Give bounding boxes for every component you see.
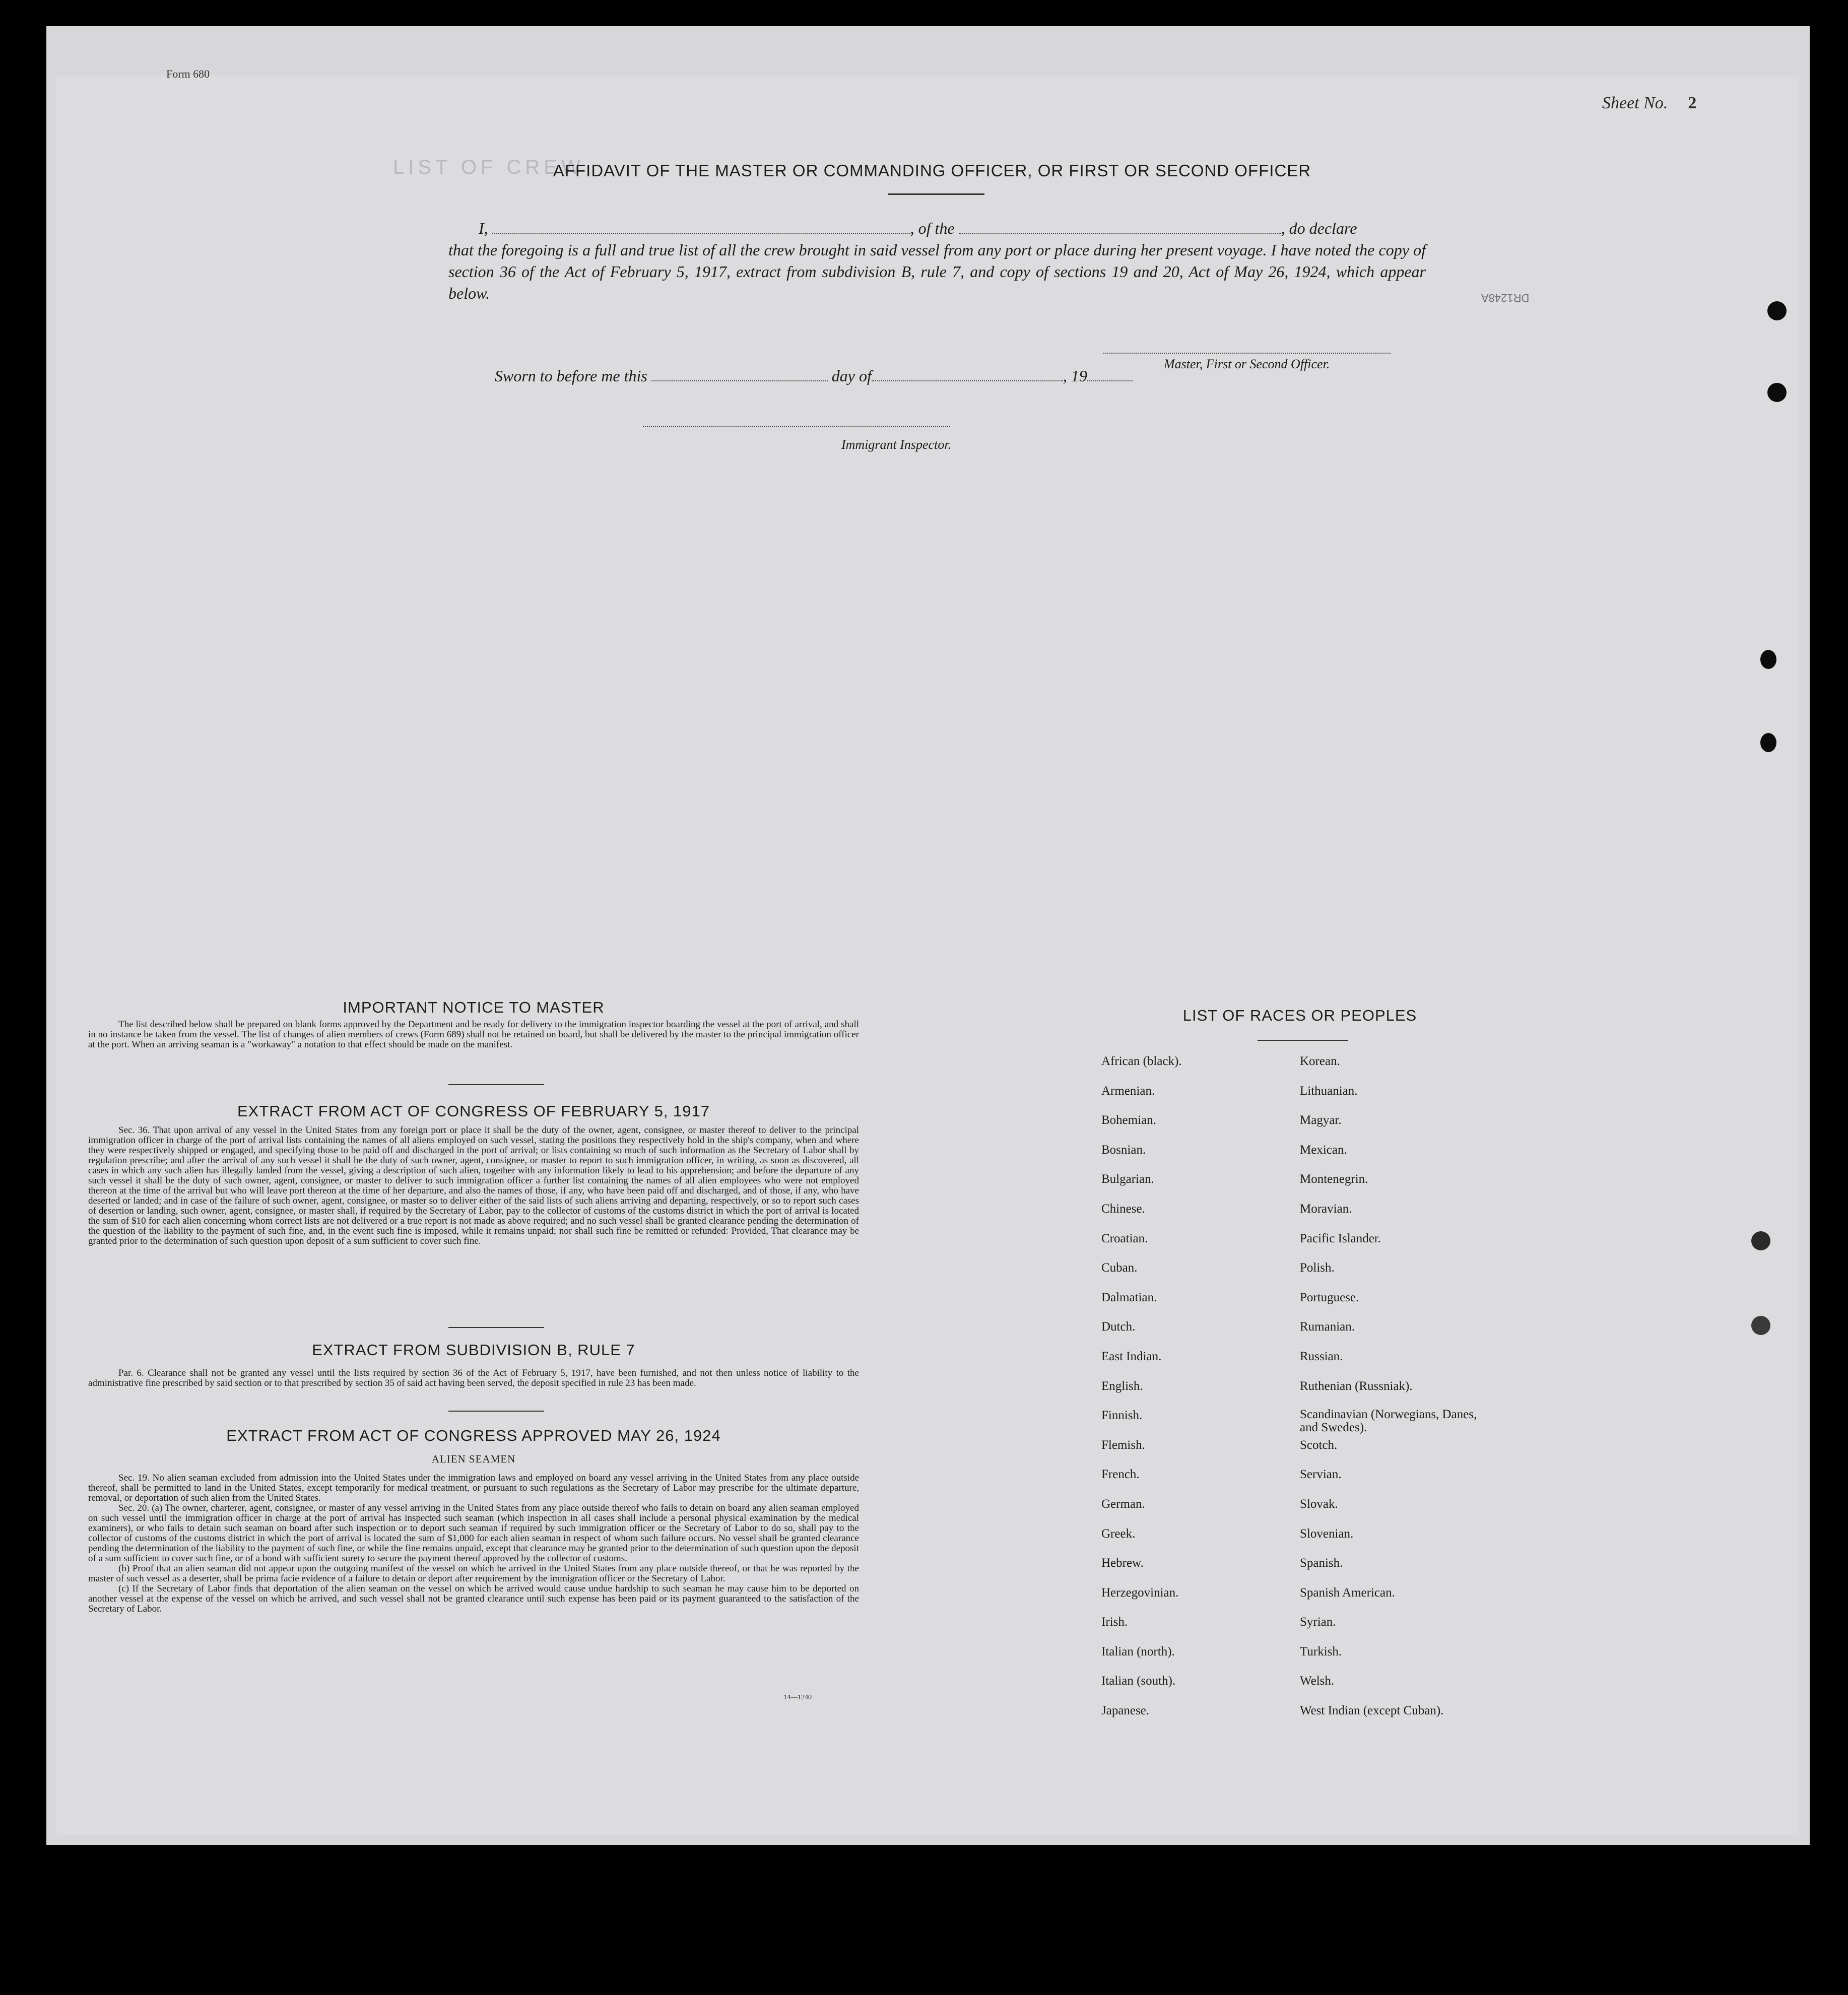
section-rule (448, 1411, 544, 1412)
race-item: Servian. (1300, 1468, 1342, 1482)
sheet-label: Sheet No. (1602, 94, 1668, 112)
race-item: Bohemian. (1101, 1113, 1157, 1127)
race-item: Scotch. (1300, 1438, 1338, 1452)
form-number: Form 680 (166, 68, 210, 80)
notice-text (88, 1020, 859, 1050)
race-item: Flemish. (1101, 1438, 1145, 1452)
races-title: LIST OF RACES OR PEOPLES (1182, 1007, 1417, 1024)
print-code: 14—1240 (783, 1694, 812, 1701)
extract-1924-text (88, 1473, 859, 1614)
affidavit-declare: , do declare (1281, 219, 1357, 237)
race-item: English. (1101, 1379, 1143, 1393)
race-item: Cuban. (1101, 1261, 1138, 1275)
binder-hole (1751, 1316, 1770, 1335)
sworn-year-field[interactable] (1087, 368, 1133, 381)
race-item: German. (1101, 1497, 1145, 1511)
affidavit-body (448, 218, 1426, 304)
master-signature-label: Master, First or Second Officer. (1164, 357, 1330, 371)
extract-1924-paragraph: Sec. 20. (a) The owner, charterer, agent, consignee, or master of any vessel arriving in the United States from any place outside thereof who fails to detain on board any alien seaman employed on such vessel until the immigration officer in charge at the port of arrival has inspected such seaman (which inspection in all cases shall include a personal physical examination by the medical examiners), or who fails to detain such seaman on board after such inspection or to deport such seaman if required by such immigration officer or the Secretary of Labor to do so, shall pay to the collector of customs of the customs district in which the port of arrival is located the sum of $1,000 for each alien seaman in respect of whom such failure occurs. No vessel shall be granted clearance pending the determination of the liability to the payment of such fine, or while the fine remains unpaid, except that clearance may be granted prior to the determination of such question upon the deposit of a sum sufficient to cover such fine, or of a bond with sufficient surety to secure the payment thereof approved by the collector of customs. (88, 1503, 859, 1564)
bleed-through-heading: LIST OF CREW (393, 156, 584, 178)
race-item: Rumanian. (1300, 1320, 1355, 1334)
race-item: Armenian. (1101, 1084, 1155, 1098)
notice-title: IMPORTANT NOTICE TO MASTER (343, 999, 605, 1016)
master-signature-line[interactable] (1103, 353, 1391, 354)
extract-rule7-title: EXTRACT FROM SUBDIVISION B, RULE 7 (312, 1341, 635, 1359)
sheet-number-label (1602, 94, 1696, 113)
race-item: Japanese. (1101, 1704, 1150, 1718)
extract-1924-subtitle: ALIEN SEAMEN (431, 1453, 516, 1465)
race-item: Spanish American. (1300, 1585, 1395, 1600)
race-item: Croatian. (1101, 1231, 1148, 1245)
race-item: Italian (south). (1101, 1674, 1176, 1688)
binder-hole (1760, 650, 1776, 669)
race-item: Lithuanian. (1300, 1084, 1358, 1098)
race-item: Pacific Islander. (1300, 1231, 1381, 1245)
race-item: West Indian (except Cuban). (1300, 1704, 1444, 1718)
race-item: Dutch. (1101, 1320, 1136, 1334)
officer-name-field[interactable] (492, 221, 910, 234)
extract-rule7-text (88, 1368, 859, 1388)
race-item: Herzegovinian. (1101, 1585, 1179, 1600)
sworn-day-of: day of (831, 367, 872, 385)
section-rule (448, 1084, 544, 1085)
races-left-column (1101, 1047, 1293, 1726)
race-item: Irish. (1101, 1615, 1128, 1629)
race-item: Finnish. (1101, 1409, 1143, 1423)
affidavit-text: that the foregoing is a full and true list of all the crew brought in said vessel from any port or place during her present voyage. I have noted the copy of section 36 of the Act of February 5, 1917, extract from subdivision B, rule 7, and copy of sections 19 and 20, Act of May 26, 1924, which appear below. (448, 241, 1426, 302)
extract-rule7-paragraph: Par. 6. Clearance shall not be granted any vessel until the lists required by section 36 of the Act of February 5, 1917, have been furnished, and not then unless notice of liability to the administrative fine prescribed by said section or to that prescribed by section 35 of said act having been served, the deposit specified in rule 23 has been made. (88, 1368, 859, 1388)
race-item: East Indian. (1101, 1349, 1162, 1363)
race-item: Scandinavian (Norwegians, Danes, and Swedes). (1300, 1408, 1477, 1435)
race-item: Ruthenian (Russniak). (1300, 1379, 1413, 1393)
affidavit-title: AFFIDAVIT OF THE MASTER OR COMMANDING OFFICER, OR FIRST OR SECOND OFFICER (553, 161, 1311, 180)
race-item: Spanish. (1300, 1556, 1343, 1570)
races-rule (1258, 1040, 1348, 1041)
race-item: Bosnian. (1101, 1143, 1146, 1157)
notice-paragraph: The list described below shall be prepared on blank forms approved by the Department and be ready for delivery to the immigration inspector boarding the vessel at the port of arrival, and shall in no instance be taken from the vessel. The list of changes of alien members of crews (Form 689) shall not be retained on board, but shall be delivered by the master to the principal immigration officer at the port. When an arriving seaman is a "workaway" a notation to that effect should be made on the manifest. (88, 1019, 859, 1050)
binder-hole (1767, 301, 1787, 320)
races-right-column (1300, 1047, 1481, 1726)
race-item: African (black). (1101, 1054, 1182, 1068)
affidavit-pronoun: I, (479, 219, 488, 237)
sworn-prefix: Sworn to before me this (495, 367, 647, 385)
race-item: Slovak. (1300, 1497, 1338, 1511)
race-item: Welsh. (1300, 1674, 1335, 1688)
binder-hole (1760, 733, 1776, 752)
race-item: Korean. (1300, 1054, 1340, 1068)
race-item: Hebrew. (1101, 1556, 1144, 1570)
race-item: Bulgarian. (1101, 1172, 1154, 1186)
sheet-number: 2 (1688, 94, 1697, 112)
extract-1917-paragraph: Sec. 36. That upon arrival of any vessel in the United States from any foreign port or place it shall be the duty of the owner, agent, consignee, or master thereof to deliver to the principal immigration officer in charge of the port of arrival lists containing the names of all aliens employed on such vessel, stating the positions they respectively hold in the ship's company, when and where they were respectively shipped or engaged, and specifying those to be paid off and discharged in the port of arrival; or lists containing so much of such information as the Secretary of Labor shall by regulation prescribe; and after the arrival of any such vessel it shall be the duty of such owner, agent, consignee, or master to report to such immigration officer, in writing, as soon as discovered, all cases in which any such alien has illegally landed from the vessel, giving a description of such alien, together with any information likely to lead to his apprehension; and before the departure of any such vessel it shall be the duty of such owner, agent, consignee, or master to deliver to such immigration officer a further list containing the names of all alien employees who were not employed thereon at the time of the arrival but who will leave port thereon at the time of her departure, and also the names of those, if any, who have been paid off and discharged, and of those, if any, who have deserted or landed; and in case of the failure of such owner, agent, consignee, or master so to deliver either of the said lists of such aliens arriving and departing, respectively, or so to report such cases of desertion or landing, such owner, agent, consignee, or master shall, if required by the Secretary of Labor, pay to the collector of customs of the customs district in which the port of arrival is located the sum of $10 for each alien concerning whom correct lists are not delivered or a true report is not made as above required; and no such vessel shall be granted clearance pending the determination of the question of the liability to the payment of such fine, and, in the event such fine is imposed, while it remains unpaid; nor shall such fine be remitted or refunded: Provided, That clearance may be granted prior to the determination of such question upon deposit of a sum sufficient to cover such fine. (88, 1125, 859, 1246)
extract-1924-title: EXTRACT FROM ACT OF CONGRESS APPROVED MAY 26, 1924 (226, 1427, 721, 1444)
extract-1924-paragraph: Sec. 19. No alien seaman excluded from admission into the United States under the immigration laws and employed on board any vessel arriving in the United States from any place outside thereof, shall be permitted to land in the United States, except temporarily for medical treatment, or pursuant to such regulations as the Secretary of Labor may prescribe for the ultimate departure, removal, or deportation of such alien from the United States. (88, 1473, 859, 1503)
race-item: Dalmatian. (1101, 1290, 1157, 1304)
race-item: Moravian. (1300, 1202, 1352, 1216)
extract-1924-paragraph: (c) If the Secretary of Labor finds that deportation of the alien seaman on the vessel on which he arrived would cause undue hardship to such seaman he may cause him to be deported on another vessel at the expense of the vessel on which he arrived, and such vessel shall not be granted clearance until such expense has been paid or its payment guaranteed to the satisfaction of the Secretary of Labor. (88, 1583, 859, 1614)
inspector-signature-line[interactable] (643, 426, 950, 427)
race-item: French. (1101, 1468, 1140, 1482)
race-item: Italian (north). (1101, 1644, 1175, 1658)
race-item: Slovenian. (1300, 1526, 1354, 1541)
race-item: Magyar. (1300, 1113, 1342, 1127)
inspector-label: Immigrant Inspector. (841, 437, 952, 452)
race-item: Chinese. (1101, 1202, 1145, 1216)
race-item: Greek. (1101, 1526, 1136, 1541)
race-item: Portuguese. (1300, 1290, 1359, 1304)
sworn-line (495, 367, 1133, 385)
race-item: Polish. (1300, 1261, 1335, 1275)
bleed-through-stamp: DR1248A (1481, 292, 1530, 304)
race-item: Mexican. (1300, 1143, 1347, 1157)
title-rule (888, 193, 984, 195)
binder-hole (1751, 1231, 1770, 1250)
extract-1917-text (88, 1125, 859, 1246)
extract-1917-title: EXTRACT FROM ACT OF CONGRESS OF FEBRUARY 5, 1917 (237, 1102, 710, 1120)
sworn-month-field[interactable] (872, 368, 1063, 381)
affidavit-of-the: , of the (910, 219, 955, 237)
race-item: Turkish. (1300, 1644, 1342, 1658)
section-rule (448, 1327, 544, 1328)
binder-hole (1767, 383, 1787, 402)
race-item: Russian. (1300, 1349, 1343, 1363)
vessel-name-field[interactable] (959, 221, 1281, 234)
race-item: Syrian. (1300, 1615, 1336, 1629)
sworn-day-field[interactable] (651, 368, 828, 381)
sworn-year: , 19 (1063, 367, 1087, 385)
race-item: Montenegrin. (1300, 1172, 1368, 1186)
extract-1924-paragraph: (b) Proof that an alien seaman did not appear upon the outgoing manifest of the vessel on which he arrived in the United States from any place outside thereof, or that he was reported by the master of such vessel as a deserter, shall be prima facie evidence of a failure to detain or deport after requirement by the immigration officer or the Secretary of Labor. (88, 1563, 859, 1584)
